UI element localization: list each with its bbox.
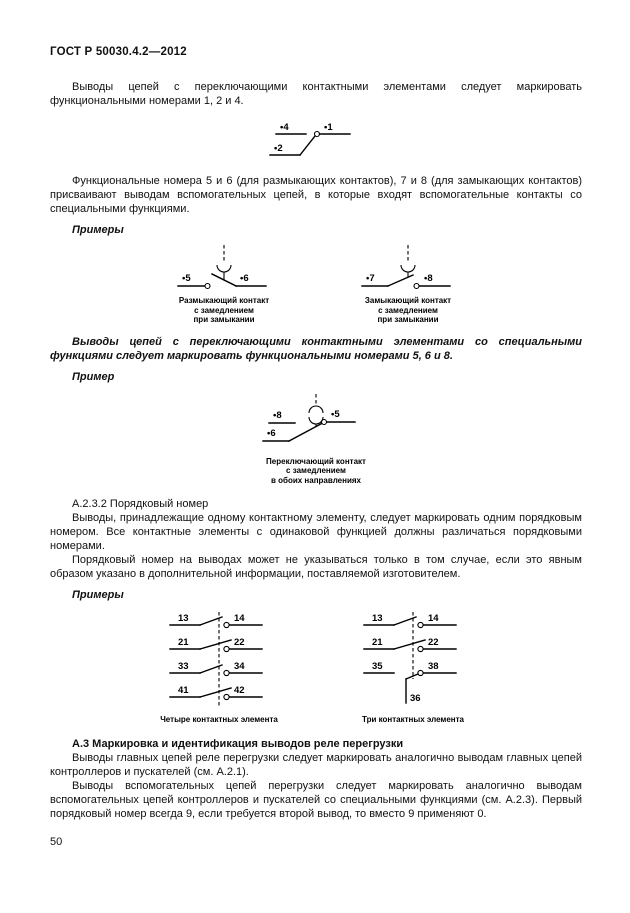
terminal-label: 21 <box>372 637 383 648</box>
terminal-label: 35 <box>372 661 383 672</box>
section-title-a232: А.2.3.2 Порядковый номер <box>72 498 209 510</box>
examples-label: Примеры <box>72 589 124 601</box>
terminal-label: 22 <box>234 637 245 648</box>
delay-symbol <box>309 417 323 424</box>
terminal-label: •5 <box>182 273 191 284</box>
contact-point <box>418 622 423 627</box>
figure-caption <box>362 715 464 725</box>
figure-break-contact-delay <box>174 244 274 325</box>
paragraph-overload-main: Выводы главных цепей реле перегрузки следует маркировать аналогично выводам главных цепей контроллеров и пускателей (см. А.2.1). <box>50 751 582 778</box>
delay-symbol <box>401 265 415 272</box>
contact-point <box>224 622 229 627</box>
paragraph-sequence-number-1: Выводы, принадлежащие одному контактному элементу, следует маркировать одним порядковым номером. Все контактные элементы с одинаковой функцией должны различаться порядковыми номерами. <box>50 512 582 552</box>
paragraph-functional-numbers-5678: Функциональные номера 5 и 6 (для размыкающих контактов), 7 и 8 (для замыкающих контактов) присваивают выводам вспомогательных цепей, в которые входят вспомогательные контакты со специальными функциями. <box>50 175 582 215</box>
terminal-label: 13 <box>372 613 383 624</box>
caption-line: с замедлением <box>194 305 254 315</box>
page-number: 50 <box>50 836 63 848</box>
terminal-label: •5 <box>331 408 340 420</box>
terminal-label: 42 <box>234 685 245 696</box>
contact-point <box>418 646 423 651</box>
terminal-label: 36 <box>410 693 421 704</box>
caption-line: Переключающий контакт <box>266 456 366 466</box>
terminal-label: •6 <box>240 273 249 284</box>
three-contact-elements-diagram <box>348 609 478 713</box>
figure-caption <box>179 296 269 325</box>
caption-line: Четыре контактных элемента <box>160 715 278 724</box>
terminal-label: 41 <box>178 685 189 696</box>
terminal-label: 38 <box>428 661 439 672</box>
terminal-label: •4 <box>280 122 289 133</box>
caption-line: при замыкании <box>377 315 439 324</box>
figure-changeover-contact-delay <box>261 393 371 486</box>
terminal-label: •7 <box>366 273 375 284</box>
section-title-a3: А.3 Маркировка и идентификация выводов реле перегрузки <box>72 737 404 750</box>
caption-line: с замедлением <box>378 305 438 315</box>
paragraph-changeover-numbers: Выводы цепей с переключающими контактными элементами следует маркировать функциональными номерами 1, 2 и 4. <box>50 81 582 107</box>
terminal-label: •8 <box>273 409 282 421</box>
terminal-label: 34 <box>234 661 245 672</box>
figure-make-contact-delay <box>358 244 458 325</box>
delay-symbol <box>217 265 231 272</box>
terminal-label: •8 <box>424 273 433 284</box>
contact-point <box>418 670 423 675</box>
contact-point <box>224 646 229 651</box>
terminal-label: 13 <box>178 613 189 624</box>
break-contact-delay-diagram <box>174 244 274 294</box>
contact-point <box>205 284 210 289</box>
delay-symbol <box>309 406 323 413</box>
caption-line: при замыкании <box>193 315 255 324</box>
examples-label: Примеры <box>72 224 124 236</box>
paragraph-overload-aux: Выводы вспомогательных цепей перегрузки следует маркировать аналогично выводам вспомогательных цепей контроллеров и пускателей со специальными функциями (см. А.2.3). Первый порядковый номер всегда 9, если требуется второй вывод, то вместо 9 применяют 0. <box>50 779 582 820</box>
figure-caption <box>266 457 366 486</box>
caption-line: Три контактных элемента <box>362 715 464 724</box>
changeover-delay-diagram <box>261 393 371 455</box>
terminal-label: 14 <box>428 613 439 624</box>
figure-four-contact-elements <box>154 609 284 725</box>
caption-line: Замыкающий контакт <box>364 296 452 305</box>
contact-point <box>414 284 419 289</box>
figure-caption <box>160 715 278 725</box>
contact-point <box>224 670 229 675</box>
caption-line: в обоих направлениях <box>270 475 361 485</box>
caption-line: с замедлением <box>286 466 346 475</box>
paragraph-changeover-special: Выводы цепей с переключающими контактными элементами со специальными функциями следует маркировать функциональными номерами 5, 6 и 8. <box>50 335 582 362</box>
document-title: ГОСТ Р 50030.4.2—2012 <box>50 46 187 58</box>
four-contact-elements-diagram <box>154 609 284 713</box>
caption-line: Размыкающий контакт <box>178 296 270 305</box>
contact-point <box>224 694 229 699</box>
figure-row-contact-elements <box>50 609 582 725</box>
terminal-label: 21 <box>178 637 189 648</box>
figure-changeover-contact <box>266 118 366 164</box>
terminal-label: 22 <box>428 637 439 648</box>
figure-caption <box>365 296 451 325</box>
terminal-label: 14 <box>234 613 245 624</box>
figure-three-contact-elements <box>348 609 478 725</box>
figure-row-delay-contacts <box>50 244 582 325</box>
changeover-contact-diagram <box>266 118 366 164</box>
terminal-label: •1 <box>324 122 333 133</box>
terminal-label: •2 <box>274 143 283 154</box>
terminal-label: 33 <box>178 661 189 672</box>
example-label: Пример <box>72 370 115 383</box>
terminal-label: •6 <box>267 427 276 439</box>
make-contact-delay-diagram <box>358 244 458 294</box>
paragraph-sequence-number-2: Порядковый номер на выводах может не указываться только в том случае, если это явным образом указано в дополнительной информации, поставляемой изготовителем. <box>50 554 582 580</box>
